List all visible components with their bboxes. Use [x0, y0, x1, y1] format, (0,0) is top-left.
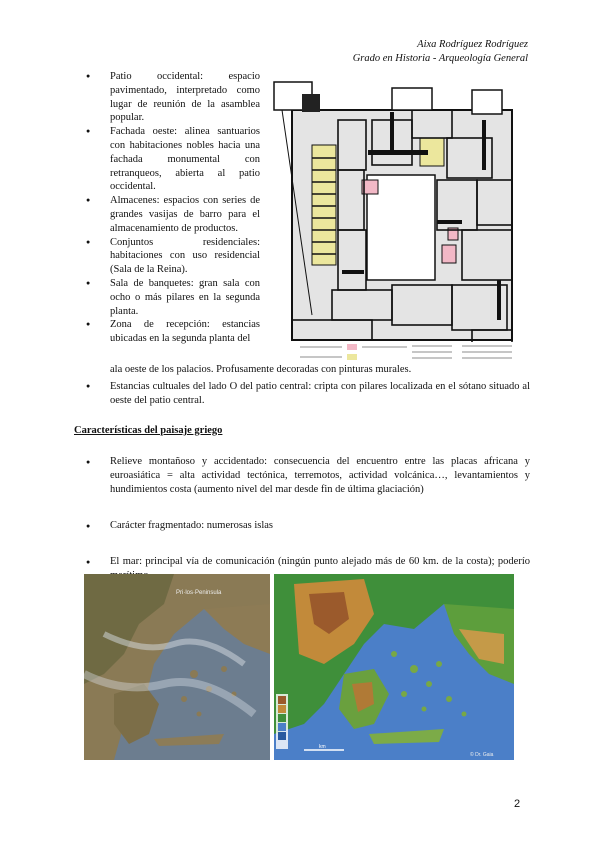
palace-floor-plan [272, 80, 528, 368]
list-item: ● Estancias cultuales del lado O del patio central: cripta con pilares localizada en el sótano situado al oeste del patio central. [86, 380, 530, 408]
list-item: ● Zona de recepción: estancias ubicadas en la segunda planta del [86, 318, 260, 346]
list-item: ● Conjuntos residenciales: habitaciones con uso residencial (Sala de la Reina). [86, 236, 260, 277]
map-credit: © Dr. Gaia [470, 752, 494, 758]
satellite-label: Pri·los·Peninsula [176, 590, 222, 596]
list-item: ● El mar: principal vía de comunicación (ningún punto alejado más de 60 km. de la costa); poderío [86, 555, 530, 583]
list-item: ● Patio occidental: espacio pavimentado, interpretado como lugar de reunión de la asamblea popular. [86, 70, 260, 125]
greece-relief-map [274, 574, 514, 760]
list-item: ● Carácter fragmentado: numerosas islas [86, 519, 530, 533]
list-item: ● Fachada oeste: alinea santuarios con habitaciones nobles hacia una fachada monumental con retranqueos, abierta al patio occidental. [86, 125, 260, 194]
list-item: ● Sala de banquetes: gran sala con ocho o más pilares en la segunda planta. [86, 277, 260, 318]
list-item: ● Almacenes: espacios con series de grandes vasijas de barro para el almacenamiento de productos. [86, 194, 260, 235]
palace-continuation: ala oeste de los palacios. Profusamente decoradas con pinturas murales. [110, 364, 412, 375]
list-item: ● Relieve montañoso y accidentado: consecuencia del encuentro entre las placas africana y euroasiática = alta actividad tectónica, terremotos, actividad volcánica…, levantamientos y hundimientos costa (aumento nivel del mar desde fin de última glaciación) [86, 455, 530, 497]
page-number: 2 [514, 798, 521, 810]
greece-satellite-image [84, 574, 270, 760]
course-name: Grado en Historia - Arqueología General [352, 53, 528, 64]
author-name: Aixa Rodríguez Rodríguez [417, 39, 528, 50]
map-scale: km [319, 744, 326, 750]
section-title: Características del paisaje griego [74, 425, 223, 436]
palace-features-list [86, 70, 260, 346]
page-header [353, 38, 528, 66]
cult-list [86, 380, 530, 408]
